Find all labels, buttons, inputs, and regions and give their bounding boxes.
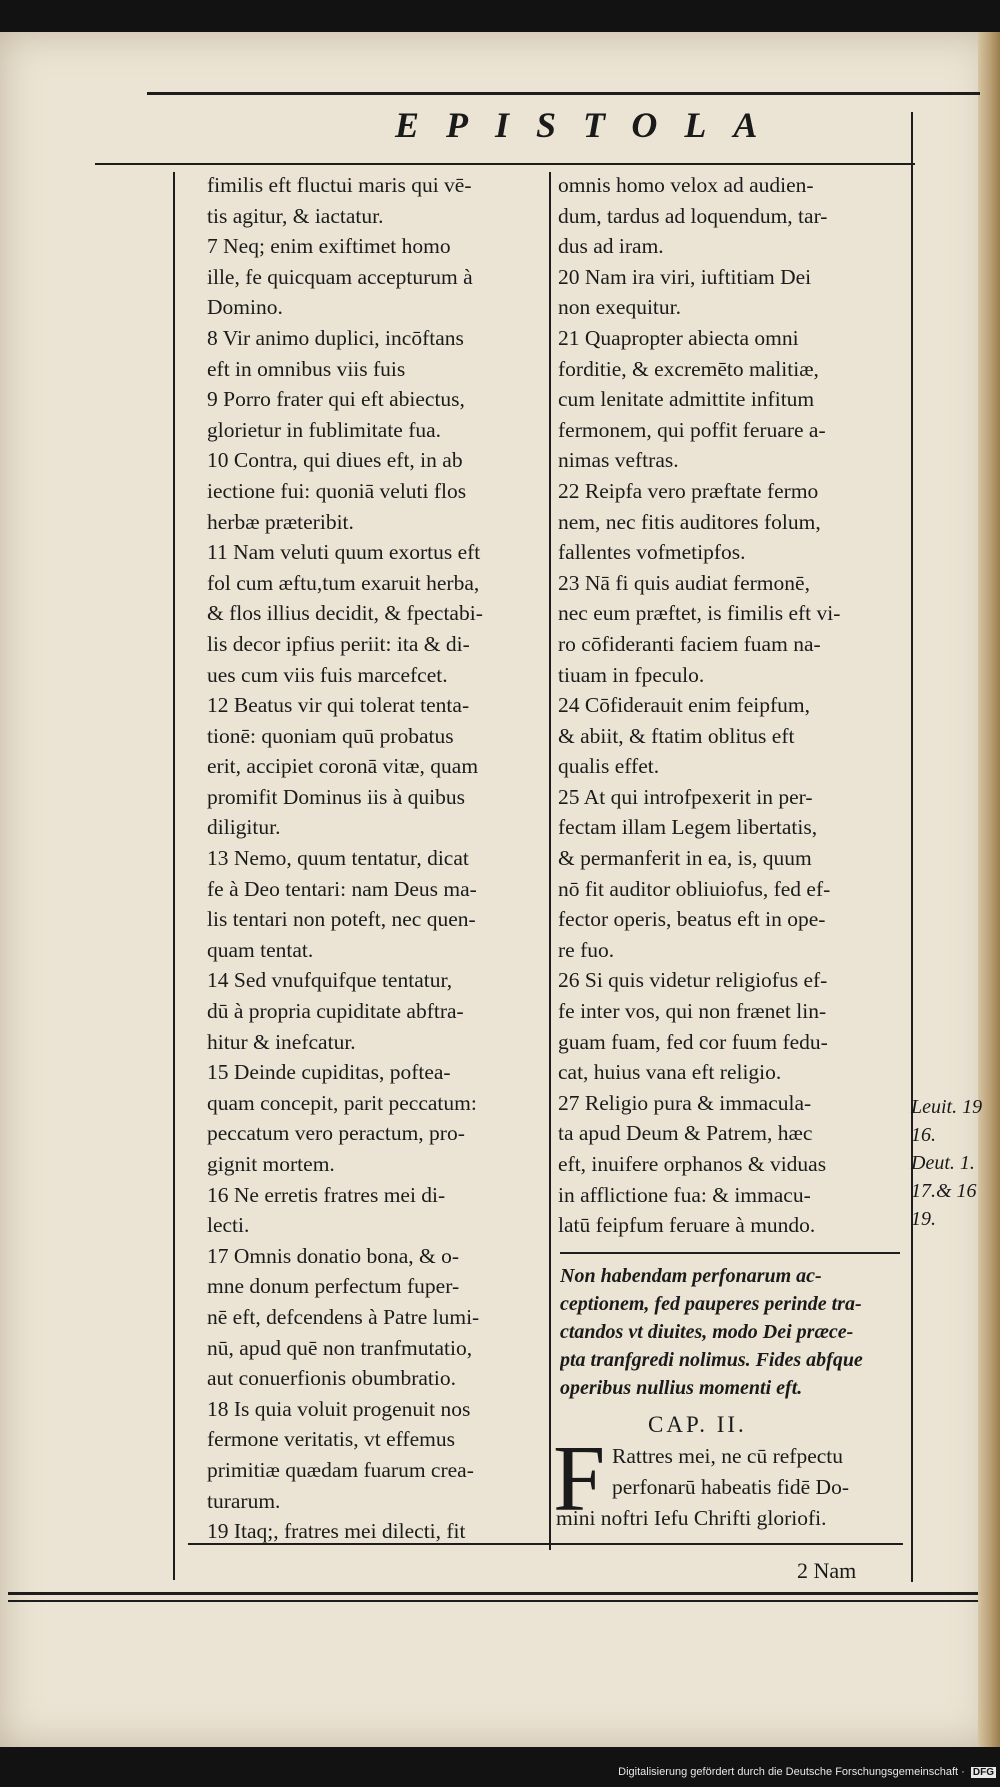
text-line: ta apud Deum & Patrem, hæc bbox=[558, 1121, 813, 1146]
text-line: Non habendam perfonarum ac- bbox=[560, 1265, 822, 1287]
text-line: tionē: quoniam quū probatus bbox=[207, 723, 454, 748]
text-line: forditie, & excremēto malitiæ, bbox=[558, 356, 819, 381]
text-line: lis decor ipfius periit: ita & di- bbox=[207, 631, 470, 656]
text-line: 14 Sed vnufquifque tentatur, bbox=[207, 968, 453, 993]
text-line: fallentes vofmetipfos. bbox=[558, 540, 746, 565]
text-line: 16 Ne erretis fratres mei di- bbox=[207, 1182, 446, 1207]
text-line: qualis effet. bbox=[558, 754, 660, 779]
text-line: erit, accipiet coronā vitæ, quam bbox=[207, 754, 479, 779]
text-line: gignit mortem. bbox=[207, 1152, 335, 1176]
text-line: primitiæ quædam fuarum crea- bbox=[207, 1457, 474, 1482]
bottom-rule-2 bbox=[8, 1600, 978, 1602]
text-line: fermone veritatis, vt effemus bbox=[207, 1427, 455, 1452]
page-edge bbox=[978, 32, 1000, 1747]
text-line: ille, fe quicquam accepturum à bbox=[207, 264, 473, 289]
drop-cap: F bbox=[553, 1427, 606, 1531]
text-line: aut conuerfionis obumbratio. bbox=[207, 1366, 456, 1391]
summary-rule bbox=[560, 1252, 900, 1254]
text-line: latū feipfum feruare à mundo. bbox=[558, 1213, 816, 1238]
text-line: & flos illius decidit, & fpectabi- bbox=[207, 601, 483, 626]
right-text-column bbox=[558, 170, 904, 1241]
text-line: nem, nec fitis auditores folum, bbox=[558, 509, 821, 534]
text-line: ues cum viis fuis marcefcet. bbox=[207, 662, 448, 687]
text-line: 20 Nam ira viri, iuftitiam Dei bbox=[558, 264, 812, 289]
text-line: lis tentari non poteft, nec quen- bbox=[207, 907, 476, 932]
text-line: ctandos vt diuites, modo Dei præce- bbox=[560, 1321, 854, 1343]
text-line: 15 Deinde cupiditas, poftea- bbox=[207, 1060, 451, 1085]
left-text-column bbox=[207, 170, 545, 1547]
text-line: fol cum æftu,tum exaruit herba, bbox=[207, 570, 480, 595]
text-line: quam tentat. bbox=[207, 937, 314, 962]
text-line: quam concepit, parit peccatum: bbox=[207, 1090, 477, 1115]
text-line: fimilis eft fluctui maris qui vē- bbox=[207, 173, 472, 197]
text-line: fermonem, qui poffit feruare a- bbox=[558, 417, 826, 442]
text-line: nō fit auditor obliuiofus, fed ef- bbox=[558, 876, 831, 901]
column-divider bbox=[549, 172, 551, 1550]
text-line: diligitur. bbox=[207, 815, 281, 840]
text-line: 11 Nam veluti quum exortus eft bbox=[207, 540, 481, 565]
bottom-rule-1 bbox=[8, 1592, 978, 1595]
text-line: glorietur in fublimitate fua. bbox=[207, 417, 442, 442]
text-line: 13 Nemo, quum tentatur, dicat bbox=[207, 846, 469, 871]
text-line: fectam illam Legem libertatis, bbox=[558, 815, 818, 840]
text-line: Rattres mei, ne cū refpectu bbox=[612, 1444, 844, 1468]
top-rule bbox=[147, 92, 980, 95]
text-line: turarum. bbox=[207, 1488, 281, 1513]
text-line: & abiit, & ftatim oblitus eft bbox=[558, 723, 795, 748]
text-line: pta tranfgredi nolimus. Fides abfque bbox=[560, 1349, 863, 1371]
text-line: 25 At qui introfpexerit in per- bbox=[558, 784, 813, 809]
chapter-summary bbox=[560, 1262, 905, 1402]
text-line: in afflictione fua: & immacu- bbox=[558, 1182, 811, 1207]
text-line: iectione fui: quoniā veluti flos bbox=[207, 478, 467, 503]
margin-references bbox=[911, 1093, 982, 1233]
text-line: ro cōfideranti faciem fuam na- bbox=[558, 631, 821, 656]
text-line: Domino. bbox=[207, 295, 283, 320]
text-line: 21 Quapropter abiecta omni bbox=[558, 325, 799, 350]
text-line: 23 Nā fi quis audiat fermonē, bbox=[558, 570, 810, 595]
text-line: hitur & inefcatur. bbox=[207, 1029, 356, 1054]
right-frame-rule bbox=[911, 112, 913, 1582]
text-line: nimas veftras. bbox=[558, 448, 679, 473]
text-line: Deut. 1. bbox=[911, 1152, 975, 1174]
text-line: tiuam in fpeculo. bbox=[558, 662, 705, 687]
credit-text: Digitalisierung gefördert durch die Deutsche Forschungsgemeinschaft · bbox=[618, 1766, 965, 1778]
text-line: mini noftri Iefu Chrifti gloriofi. bbox=[556, 1506, 827, 1530]
text-line: eft, inuifere orphanos & viduas bbox=[558, 1152, 827, 1176]
text-line: dum, tardus ad loquendum, tar- bbox=[558, 203, 828, 228]
running-title: EPISTOLA bbox=[395, 105, 785, 145]
text-line: 17 Omnis donatio bona, & o- bbox=[207, 1243, 460, 1268]
text-line: cat, huius vana eft religio. bbox=[558, 1060, 782, 1085]
text-line: promifit Dominus iis à quibus bbox=[207, 784, 465, 809]
text-line: 16. bbox=[911, 1124, 936, 1146]
text-line: 18 Is quia voluit progenuit nos bbox=[207, 1396, 471, 1421]
text-line: eft in omnibus viis fuis bbox=[207, 356, 406, 381]
text-line: cum lenitate admittite infitum bbox=[558, 387, 815, 412]
text-line: 9 Porro frater qui eft abiectus, bbox=[207, 387, 465, 412]
text-line: Leuit. 19 bbox=[911, 1096, 983, 1118]
text-line: non exequitur. bbox=[558, 295, 682, 320]
text-line: perfonarū habeatis fidē Do- bbox=[612, 1475, 849, 1499]
text-line: dus ad iram. bbox=[558, 234, 664, 259]
text-line: 10 Contra, qui diues eft, in ab bbox=[207, 448, 463, 473]
text-line: omnis homo velox ad audien- bbox=[558, 173, 814, 197]
dfg-logo: DFG bbox=[972, 1767, 994, 1778]
text-line: 8 Vir animo duplici, incōftans bbox=[207, 325, 464, 350]
text-line: & permanferit in ea, is, quum bbox=[558, 846, 812, 871]
text-line: fector operis, beatus eft in ope- bbox=[558, 907, 826, 932]
text-line: fe inter vos, qui non frænet lin- bbox=[558, 999, 827, 1024]
text-line: 19 Itaq;, fratres mei dilecti, fit bbox=[207, 1519, 466, 1544]
text-line: nec eum præftet, is fimilis eft vi- bbox=[558, 601, 841, 626]
text-line: 24 Cōfiderauit enim feipfum, bbox=[558, 693, 810, 718]
chapter-heading: CAP. II. bbox=[648, 1412, 747, 1437]
text-line: mne donum perfectum fuper- bbox=[207, 1274, 460, 1299]
text-line: 22 Reipfa vero præftate fermo bbox=[558, 478, 819, 503]
text-line: 7 Neq; enim exiftimet homo bbox=[207, 234, 451, 259]
text-line: guam fuam, fed cor fuum fedu- bbox=[558, 1029, 828, 1054]
text-line: 26 Si quis videtur religiofus ef- bbox=[558, 968, 828, 993]
left-frame-rule bbox=[173, 172, 175, 1580]
text-line: lecti. bbox=[207, 1213, 250, 1238]
text-line: fe à Deo tentari: nam Deus ma- bbox=[207, 876, 477, 901]
text-line: ceptionem, fed pauperes perinde tra- bbox=[560, 1293, 862, 1315]
header-rule bbox=[95, 163, 915, 165]
text-line: nū, apud quē non tranfmutatio, bbox=[207, 1335, 473, 1360]
chapter-opening-text bbox=[556, 1441, 907, 1534]
text-line: 12 Beatus vir qui tolerat tenta- bbox=[207, 693, 470, 718]
text-line: 27 Religio pura & immacula- bbox=[558, 1090, 812, 1115]
text-line: 17.& 16 bbox=[911, 1180, 977, 1202]
catchword: 2 Nam bbox=[797, 1558, 857, 1583]
digitization-credit bbox=[618, 1766, 996, 1778]
text-line: 19. bbox=[911, 1208, 936, 1230]
text-line: nē eft, defcendens à Patre lumi- bbox=[207, 1304, 480, 1329]
text-line: tis agitur, & iactatur. bbox=[207, 203, 384, 228]
text-line: operibus nullius momenti eft. bbox=[560, 1377, 803, 1399]
text-line: herbæ præteribit. bbox=[207, 509, 354, 534]
text-line: dū à propria cupiditate abftra- bbox=[207, 999, 464, 1024]
text-line: re fuo. bbox=[558, 937, 615, 962]
text-line: peccatum vero peractum, pro- bbox=[207, 1121, 465, 1146]
